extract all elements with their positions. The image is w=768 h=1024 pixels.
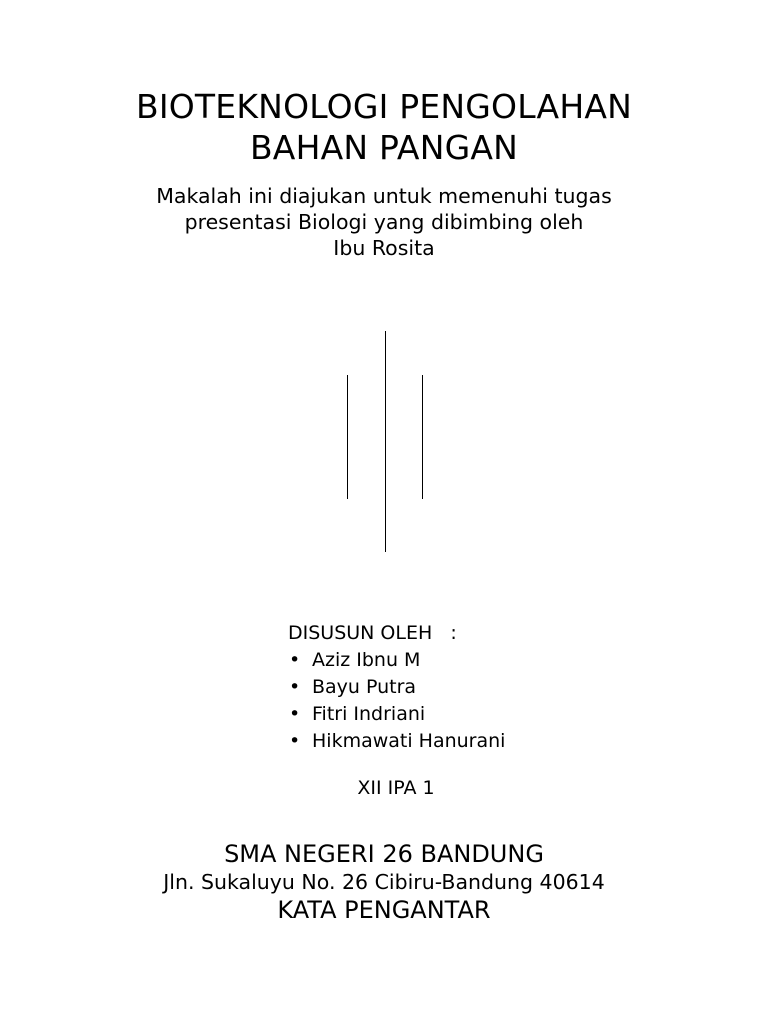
author-name: Hikmawati Hanurani bbox=[312, 730, 506, 752]
authors-block bbox=[288, 620, 505, 755]
school-name: SMA NEGERI 26 BANDUNG bbox=[224, 840, 544, 868]
document-title-line-1: BIOTEKNOLOGI PENGOLAHAN bbox=[135, 87, 632, 126]
author-name: Bayu Putra bbox=[312, 676, 417, 698]
school-address: Jln. Sukaluyu No. 26 Cibiru-Bandung 40614 bbox=[163, 870, 605, 894]
decorative-line-left bbox=[347, 375, 348, 499]
authors-heading: DISUSUN OLEH : bbox=[288, 622, 457, 644]
bullet-icon: • bbox=[289, 730, 301, 752]
decorative-line-right bbox=[422, 375, 423, 499]
subtitle-line-1: Makalah ini diajukan untuk memenuhi tugas bbox=[156, 184, 612, 208]
author-name: Fitri Indriani bbox=[312, 703, 426, 725]
list-item bbox=[288, 728, 505, 755]
decorative-line-center bbox=[385, 331, 386, 552]
class-label: XII IPA 1 bbox=[357, 777, 435, 799]
list-item bbox=[288, 701, 505, 728]
subtitle-line-2: presentasi Biologi yang dibimbing oleh bbox=[184, 210, 584, 234]
section-heading: KATA PENGANTAR bbox=[277, 896, 491, 924]
bullet-icon: • bbox=[289, 703, 301, 725]
author-list bbox=[288, 647, 505, 755]
list-item bbox=[288, 647, 505, 674]
subtitle-line-3: Ibu Rosita bbox=[333, 236, 435, 260]
bullet-icon: • bbox=[289, 649, 301, 671]
list-item bbox=[288, 674, 505, 701]
bullet-icon: • bbox=[289, 676, 301, 698]
author-name: Aziz Ibnu M bbox=[312, 649, 421, 671]
document-title-line-2: BAHAN PANGAN bbox=[249, 128, 519, 167]
